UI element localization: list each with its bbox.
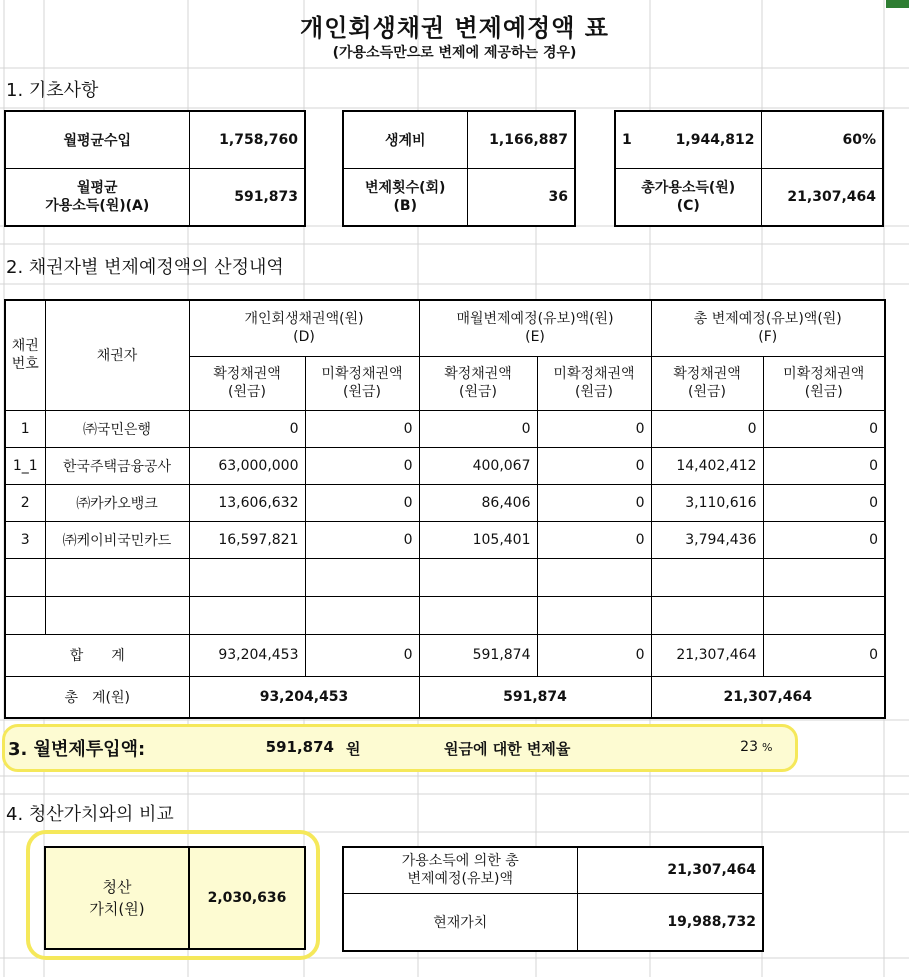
cell-f-confirmed: 3,110,616 xyxy=(651,484,763,521)
disposable-income-value: 591,873 xyxy=(189,169,305,227)
cell-e-confirmed: 105,401 xyxy=(419,521,537,558)
cell-no: 1 xyxy=(5,410,45,447)
extra-income-cell xyxy=(615,111,761,169)
cell-name: ㈜카카오뱅크 xyxy=(45,484,189,521)
cell-e-unconfirmed: 0 xyxy=(537,521,651,558)
cell-d-unconfirmed: 0 xyxy=(305,521,419,558)
cell-d-confirmed: 63,000,000 xyxy=(189,447,305,484)
total-label: 총 계(원) xyxy=(5,676,189,718)
total-row xyxy=(5,676,885,718)
cell-d-confirmed: 13,606,632 xyxy=(189,484,305,521)
cell-d-confirmed: 0 xyxy=(189,410,305,447)
basic-living-table xyxy=(342,110,576,227)
monthly-label: 3. 월변제투입액: xyxy=(8,739,146,760)
cell-f-confirmed: 14,402,412 xyxy=(651,447,763,484)
cell-f-unconfirmed: 0 xyxy=(763,447,885,484)
extra-index: 1 xyxy=(622,132,632,148)
cell-no: 1_1 xyxy=(5,447,45,484)
cell-d-unconfirmed: 0 xyxy=(305,447,419,484)
rate-unit: % xyxy=(762,741,773,754)
subheader-d-unconfirmed: 미확정채권액 (원금) xyxy=(305,356,419,410)
page-title: 개인회생채권 변제예정액 표 xyxy=(300,14,609,42)
total-claim: 93,204,453 xyxy=(189,676,419,718)
table-row-empty xyxy=(5,596,885,634)
total-income-label: 총가용소득(원) (C) xyxy=(615,169,761,227)
header-monthly-repayment: 매월변제예정(유보)액(원) (E) xyxy=(419,300,651,356)
sum-e-confirmed: 591,874 xyxy=(419,634,537,676)
table-row xyxy=(5,521,885,558)
table-row xyxy=(5,410,885,447)
rate-label: 원금에 대한 변제율 xyxy=(444,740,571,758)
sum-e-unconfirmed: 0 xyxy=(537,634,651,676)
section-liquidation-title: 4. 청산가치와의 비교 xyxy=(6,804,174,825)
liquidation-value: 2,030,636 xyxy=(189,847,305,949)
header-creditor-name: 채권자 xyxy=(45,300,189,410)
basic-income-table xyxy=(4,110,306,227)
repayment-times-value: 36 xyxy=(467,169,575,227)
sum-row xyxy=(5,634,885,676)
sum-d-unconfirmed: 0 xyxy=(305,634,419,676)
extra-value: 1,944,812 xyxy=(675,132,755,148)
header-total-repayment: 총 변제예정(유보)액(원) (F) xyxy=(651,300,885,356)
header-claim-amount: 개인회생채권액(원) (D) xyxy=(189,300,419,356)
section-creditor-title: 2. 채권자별 변제예정액의 산정내역 xyxy=(6,257,284,278)
cell-e-unconfirmed: 0 xyxy=(537,447,651,484)
creditor-table xyxy=(4,299,886,719)
subheader-e-unconfirmed: 미확정채권액 (원금) xyxy=(537,356,651,410)
present-value-label: 현재가치 xyxy=(343,893,577,951)
table-row-empty xyxy=(5,558,885,596)
cell-no: 2 xyxy=(5,484,45,521)
rate-value: 23 xyxy=(740,739,758,755)
subheader-e-confirmed: 확정채권액 (원금) xyxy=(419,356,537,410)
subheader-d-confirmed: 확정채권액 (원금) xyxy=(189,356,305,410)
cell-f-confirmed: 3,794,436 xyxy=(651,521,763,558)
total-repayment: 21,307,464 xyxy=(651,676,885,718)
sum-f-unconfirmed: 0 xyxy=(763,634,885,676)
disposable-income-label: 월평균 가용소득(원)(A) xyxy=(5,169,189,227)
comparison-value: 21,307,464 xyxy=(577,847,763,893)
cell-e-unconfirmed: 0 xyxy=(537,410,651,447)
cell-e-confirmed: 86,406 xyxy=(419,484,537,521)
present-value-value: 19,988,732 xyxy=(577,893,763,951)
table-row xyxy=(5,447,885,484)
total-income-value: 21,307,464 xyxy=(761,169,883,227)
cell-name: ㈜국민은행 xyxy=(45,410,189,447)
extra-percent: 60% xyxy=(761,111,883,169)
cell-d-unconfirmed: 0 xyxy=(305,410,419,447)
cell-name: 한국주택금융공사 xyxy=(45,447,189,484)
header-creditor-no: 채권 번호 xyxy=(5,300,45,410)
cell-f-unconfirmed: 0 xyxy=(763,521,885,558)
cell-e-confirmed: 0 xyxy=(419,410,537,447)
page-subtitle: (가용소득만으로 변제에 제공하는 경우) xyxy=(332,45,577,61)
section-basic-title: 1. 기초사항 xyxy=(6,80,99,101)
total-monthly: 591,874 xyxy=(419,676,651,718)
cell-f-confirmed: 0 xyxy=(651,410,763,447)
monthly-income-label: 월평균수입 xyxy=(5,111,189,169)
liquidation-table xyxy=(44,846,306,950)
basic-total-table xyxy=(614,110,884,227)
cell-d-confirmed: 16,597,821 xyxy=(189,521,305,558)
liquidation-label: 청산 가치(원) xyxy=(45,847,189,949)
cell-f-unconfirmed: 0 xyxy=(763,410,885,447)
comparison-label: 가용소득에 의한 총 변제예정(유보)액 xyxy=(343,847,577,893)
sum-f-confirmed: 21,307,464 xyxy=(651,634,763,676)
sum-d-confirmed: 93,204,453 xyxy=(189,634,305,676)
living-cost-label: 생계비 xyxy=(343,111,467,169)
monthly-unit: 원 xyxy=(346,740,361,758)
table-row xyxy=(5,484,885,521)
subheader-f-unconfirmed: 미확정채권액 (원금) xyxy=(763,356,885,410)
sum-label: 합 계 xyxy=(5,634,189,676)
cell-no: 3 xyxy=(5,521,45,558)
comparison-table xyxy=(342,846,764,952)
cell-f-unconfirmed: 0 xyxy=(763,484,885,521)
repayment-times-label: 변제횟수(회) (B) xyxy=(343,169,467,227)
cell-d-unconfirmed: 0 xyxy=(305,484,419,521)
monthly-income-value: 1,758,760 xyxy=(189,111,305,169)
monthly-value: 591,874 xyxy=(265,738,334,756)
cell-e-confirmed: 400,067 xyxy=(419,447,537,484)
cell-e-unconfirmed: 0 xyxy=(537,484,651,521)
subheader-f-confirmed: 확정채권액 (원금) xyxy=(651,356,763,410)
cell-name: ㈜케이비국민카드 xyxy=(45,521,189,558)
living-cost-value: 1,166,887 xyxy=(467,111,575,169)
